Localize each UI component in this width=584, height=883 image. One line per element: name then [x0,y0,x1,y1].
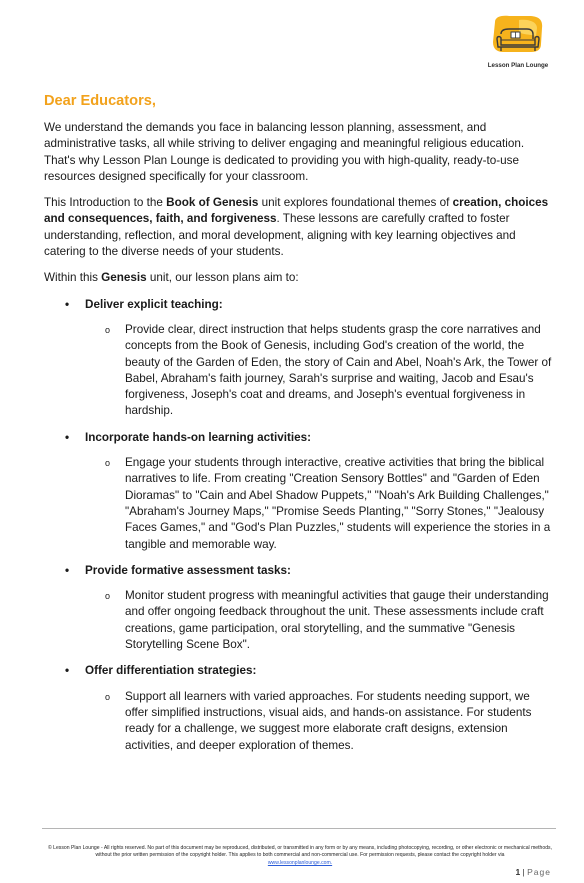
document-body [44,92,556,764]
aim-heading: Incorporate hands-on learning activities: [85,430,312,444]
sub-bullet-icon: o [105,324,111,335]
p2-text-a: This Introduction to the [44,196,167,210]
intro-paragraph-3 [44,270,556,286]
aim-item [44,297,556,420]
aim-item [44,430,556,553]
aim-detail: Engage your students through interactive, creative activities that bring the biblical narratives to life. From creating "Creation Sensory Bottles" and "Garden of Eden Dioramas" to "Cain and Abel Shadow Puppets," "Noah's Ark Building Challenges," "Abraham's Journey Maps," "Promise Seeds Planting," "Sorry Stones," "Jealousy Faces Games," and "God's Plan Puzzles," students will experience the stories in a tangible and memorable way. [125,456,551,551]
page-label: Page [527,867,551,877]
p2-text-e: . These lessons are carefully crafted to foster understanding, reflection, and moral development, aligning with key learning objectives and catering to the diverse needs of your students. [44,212,516,259]
bullet-icon: • [65,297,70,311]
p3-genesis: Genesis [101,271,147,285]
bullet-icon: • [65,664,70,678]
lesson-plan-lounge-logo [481,14,555,76]
couch-logo-icon [489,14,545,58]
aim-heading: Offer differentiation strategies: [85,664,257,678]
page-number-value: 1 [515,867,521,877]
footer-copyright [44,845,556,867]
p3-text-a: Within this [44,271,102,285]
sub-bullet-icon: o [105,458,111,469]
bullet-icon: • [65,563,70,577]
aim-heading: Deliver explicit teaching: [85,297,223,311]
greeting-heading: Dear Educators, [44,93,156,109]
aim-detail: Provide clear, direct instruction that helps students grasp the core narratives and concepts from the Book of Genesis, including God's creation of the world, the beauty of the Garden of Eden, the story of Cain and Abel, Noah's Ark, the Tower of Babel, Abraham's faith journey, Sarah's surprise and waiting, Jacob and Esau's forgiveness, Joseph's coat and dreams, and Joseph's eventual forgiveness in hardship. [125,322,552,418]
aim-heading: Provide formative assessment tasks: [85,563,291,577]
sub-bullet-icon: o [105,591,111,602]
intro-paragraph-2 [44,195,556,260]
p2-themes: creation, choices and consequences, faith, and forgiveness [44,196,549,226]
aims-list [44,297,556,754]
aim-detail: Support all learners with varied approaches. For students needing support, we offer simplified instructions, visual aids, and hands-on assistance. For students ready for a challenge, we suggest more elaborate craft designs, extension activities, and deeper exploration of themes. [125,689,532,752]
page-number [515,867,551,877]
website-link[interactable]: www.lessonplanlounge.com. [267,859,333,866]
logo-text: Lesson Plan Lounge [487,62,549,69]
copyright-text: © Lesson Plan Lounge - All rights reserved. No part of this document may be reproduced, distributed, or transmitted in any form or by any means, including photocopying, recording, or other electronic or mechanical methods, without the prior written permission of the copyright holder. This applies to both commercial and non-commercial use. For permission requests, please contact the copyright holder via [47,845,553,859]
aim-item [44,663,556,753]
page-separator: | [522,867,525,877]
bullet-icon: • [65,430,70,444]
aim-detail: Monitor student progress with meaningful activities that gauge their understanding and offer ongoing feedback throughout the unit. These assessments include craft creations, game participation, oral storytelling, and the summative "Genesis Storytelling Scene Box". [125,589,549,652]
sub-bullet-icon: o [105,691,111,702]
p3-text-c: unit, our lesson plans aim to: [146,271,299,285]
p2-text-c: unit explores foundational themes of [258,196,453,210]
footer-divider [42,828,556,829]
intro-paragraph-1: We understand the demands you face in balancing lesson planning, assessment, and administrative tasks, all while striving to deliver engaging and meaningful religious education. That's why Lesson Plan Lounge is dedicated to providing you with high-quality, ready-to-use resources designed specifically for your classroom. [44,121,525,183]
aim-item [44,563,556,653]
p2-book-of-genesis: Book of Genesis [166,196,259,210]
